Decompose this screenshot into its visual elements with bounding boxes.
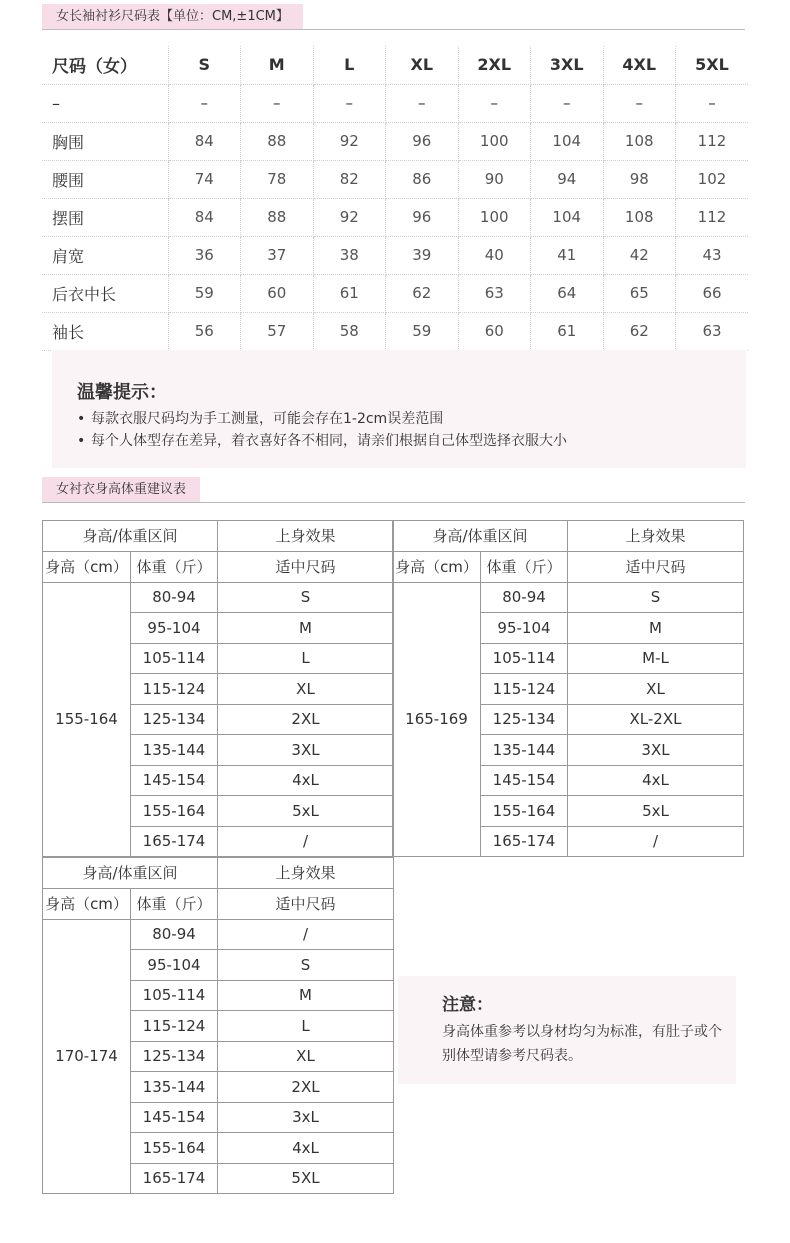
recommended-size-cell: 5xL xyxy=(568,796,744,827)
tips-box xyxy=(52,350,746,468)
recommended-size-cell: 3XL xyxy=(218,735,394,766)
recommended-size-cell: L xyxy=(218,643,394,674)
weight-table-subheader-row xyxy=(43,888,394,919)
size-cell: 57 xyxy=(241,312,314,350)
size-cell: 78 xyxy=(241,160,314,198)
header-effect: 上身效果 xyxy=(218,521,394,552)
tips-item: • 每款衣服尺码均为手工测量，可能会存在1-2cm误差范围 xyxy=(77,411,444,427)
row-label: – xyxy=(42,84,168,122)
size-cell: 41 xyxy=(531,236,604,274)
weight-range-cell: 165-174 xyxy=(481,826,568,857)
size-cell: – xyxy=(241,84,314,122)
row-label: 胸围 xyxy=(42,122,168,160)
weight-range-cell: 105-114 xyxy=(481,643,568,674)
row-label: 后衣中长 xyxy=(42,274,168,312)
recommended-size-cell: 4xL xyxy=(218,1133,394,1164)
height-range-cell: 155-164 xyxy=(43,582,131,857)
row-label: 袖长 xyxy=(42,312,168,350)
size-cell: 3XL xyxy=(531,46,604,84)
size-cell: 60 xyxy=(241,274,314,312)
recommended-size-cell: S xyxy=(218,582,394,613)
size-cell: 59 xyxy=(386,312,459,350)
recommended-size-cell: / xyxy=(568,826,744,857)
recommended-size-cell: M-L xyxy=(568,643,744,674)
weight-range-cell: 115-124 xyxy=(131,1011,218,1042)
size-cell: 74 xyxy=(168,160,241,198)
size-cell: S xyxy=(168,46,241,84)
size-cell: L xyxy=(313,46,386,84)
size-row xyxy=(42,312,748,350)
col-weight: 体重（斤） xyxy=(481,551,568,582)
recommended-size-cell: L xyxy=(218,1011,394,1042)
recommended-size-cell: S xyxy=(218,950,394,981)
tips-item: • 每个人体型存在差异，着衣喜好各不相同，请亲们根据自己体型选择衣服大小 xyxy=(77,433,567,449)
recommended-size-cell: M xyxy=(218,613,394,644)
weight-range-cell: 135-144 xyxy=(131,735,218,766)
size-cell: 100 xyxy=(458,122,531,160)
recommended-size-cell: 4xL xyxy=(568,765,744,796)
weight-range-cell: 145-154 xyxy=(131,1102,218,1133)
size-cell: 108 xyxy=(603,122,676,160)
size-cell: 65 xyxy=(603,274,676,312)
recommended-size-cell: 2XL xyxy=(218,1072,394,1103)
recommended-size-cell: 4xL xyxy=(218,765,394,796)
header-effect: 上身效果 xyxy=(218,858,394,889)
col-height: 身高（cm） xyxy=(393,551,481,582)
weight-table-170-174 xyxy=(42,857,394,1194)
size-row xyxy=(42,198,748,236)
weight-range-cell: 155-164 xyxy=(131,1133,218,1164)
weight-range-cell: 155-164 xyxy=(131,796,218,827)
recommended-size-cell: XL-2XL xyxy=(568,704,744,735)
size-cell: – xyxy=(168,84,241,122)
size-dash-row xyxy=(42,84,748,122)
size-cell: – xyxy=(313,84,386,122)
recommended-size-cell: XL xyxy=(218,674,394,705)
weight-range-cell: 145-154 xyxy=(481,765,568,796)
weight-range-cell: 135-144 xyxy=(481,735,568,766)
recommended-size-cell: / xyxy=(218,826,394,857)
weight-range-cell: 115-124 xyxy=(481,674,568,705)
size-cell: 4XL xyxy=(603,46,676,84)
recommended-size-cell: 5XL xyxy=(218,1163,394,1194)
size-cell: 64 xyxy=(531,274,604,312)
row-label: 尺码（女） xyxy=(42,46,168,84)
size-cell: 84 xyxy=(168,122,241,160)
weight-range-cell: 125-134 xyxy=(131,1041,218,1072)
size-cell: 86 xyxy=(386,160,459,198)
size-cell: 59 xyxy=(168,274,241,312)
size-cell: 38 xyxy=(313,236,386,274)
size-cell: 102 xyxy=(676,160,749,198)
note-title: 注意： xyxy=(442,995,493,1015)
size-row xyxy=(42,274,748,312)
weight-row xyxy=(393,582,744,613)
size-cell: XL xyxy=(386,46,459,84)
header-range: 身高/体重区间 xyxy=(393,521,568,552)
recommended-size-cell: 3xL xyxy=(218,1102,394,1133)
size-cell: 62 xyxy=(386,274,459,312)
size-cell: 42 xyxy=(603,236,676,274)
col-size: 适中尺码 xyxy=(568,551,744,582)
row-label: 摆围 xyxy=(42,198,168,236)
weight-range-cell: 95-104 xyxy=(481,613,568,644)
note-box xyxy=(398,976,736,1084)
recommended-size-cell: M xyxy=(218,980,394,1011)
size-cell: 37 xyxy=(241,236,314,274)
size-cell: 40 xyxy=(458,236,531,274)
weight-table-155-164 xyxy=(42,520,394,857)
col-size: 适中尺码 xyxy=(218,551,394,582)
note-text: 身高体重参考以身材均匀为标准，有肚子或个别体型请参考尺码表。 xyxy=(442,1024,722,1064)
col-size: 适中尺码 xyxy=(218,888,394,919)
size-cell: 63 xyxy=(458,274,531,312)
weight-row xyxy=(43,582,394,613)
recommended-size-cell: / xyxy=(218,919,394,950)
size-cell: 84 xyxy=(168,198,241,236)
header-effect: 上身效果 xyxy=(568,521,744,552)
weight-row xyxy=(43,919,394,950)
header-range: 身高/体重区间 xyxy=(43,521,218,552)
weight-range-cell: 80-94 xyxy=(131,582,218,613)
size-cell: 104 xyxy=(531,198,604,236)
size-cell: 82 xyxy=(313,160,386,198)
height-range-cell: 165-169 xyxy=(393,582,481,857)
weight-range-cell: 145-154 xyxy=(131,765,218,796)
size-cell: 56 xyxy=(168,312,241,350)
size-cell: 43 xyxy=(676,236,749,274)
weight-table-subheader-row xyxy=(393,551,744,582)
size-cell: 88 xyxy=(241,198,314,236)
size-cell: – xyxy=(531,84,604,122)
tips-list xyxy=(77,408,567,452)
height-range-cell: 170-174 xyxy=(43,919,131,1194)
recommended-size-cell: 2XL xyxy=(218,704,394,735)
recommended-size-cell: XL xyxy=(218,1041,394,1072)
weight-table-165-169 xyxy=(392,520,744,857)
weight-range-cell: 95-104 xyxy=(131,950,218,981)
size-cell: 66 xyxy=(676,274,749,312)
size-cell: 100 xyxy=(458,198,531,236)
size-cell: 104 xyxy=(531,122,604,160)
col-height: 身高（cm） xyxy=(43,888,131,919)
recommended-size-cell: M xyxy=(568,613,744,644)
weight-range-cell: 125-134 xyxy=(131,704,218,735)
size-cell: 88 xyxy=(241,122,314,160)
size-cell: 112 xyxy=(676,198,749,236)
size-cell: 63 xyxy=(676,312,749,350)
recommended-size-cell: XL xyxy=(568,674,744,705)
size-cell: 61 xyxy=(531,312,604,350)
weight-range-cell: 135-144 xyxy=(131,1072,218,1103)
weight-range-cell: 165-174 xyxy=(131,1163,218,1194)
size-row xyxy=(42,236,748,274)
col-weight: 体重（斤） xyxy=(131,551,218,582)
size-cell: M xyxy=(241,46,314,84)
recommended-size-cell: 5xL xyxy=(218,796,394,827)
col-weight: 体重（斤） xyxy=(131,888,218,919)
size-row xyxy=(42,122,748,160)
weight-table-subheader-row xyxy=(43,551,394,582)
weight-range-cell: 155-164 xyxy=(481,796,568,827)
weight-range-cell: 105-114 xyxy=(131,980,218,1011)
size-cell: – xyxy=(386,84,459,122)
size-cell: – xyxy=(603,84,676,122)
size-cell: 94 xyxy=(531,160,604,198)
size-cell: 92 xyxy=(313,198,386,236)
size-cell: 108 xyxy=(603,198,676,236)
size-cell: 60 xyxy=(458,312,531,350)
row-label: 腰围 xyxy=(42,160,168,198)
size-cell: 62 xyxy=(603,312,676,350)
weight-table-header-row xyxy=(43,521,394,552)
size-cell: 96 xyxy=(386,198,459,236)
size-cell: 96 xyxy=(386,122,459,160)
size-cell: – xyxy=(458,84,531,122)
size-cell: 5XL xyxy=(676,46,749,84)
col-height: 身高（cm） xyxy=(43,551,131,582)
size-cell: 92 xyxy=(313,122,386,160)
weight-range-cell: 95-104 xyxy=(131,613,218,644)
header-range: 身高/体重区间 xyxy=(43,858,218,889)
weight-range-cell: 80-94 xyxy=(481,582,568,613)
size-cell: 112 xyxy=(676,122,749,160)
weight-range-cell: 125-134 xyxy=(481,704,568,735)
size-cell: 36 xyxy=(168,236,241,274)
size-chart-tag: 女长袖衬衫尺码表【单位：CM,±1CM】 xyxy=(42,4,303,29)
tips-title: 温馨提示： xyxy=(77,382,167,403)
recommended-size-cell: S xyxy=(568,582,744,613)
section-divider xyxy=(42,502,745,503)
weight-range-cell: 105-114 xyxy=(131,643,218,674)
weight-range-cell: 165-174 xyxy=(131,826,218,857)
weight-table-header-row xyxy=(43,858,394,889)
weight-chart-tag: 女衬衣身高体重建议表 xyxy=(42,477,200,502)
size-cell: 58 xyxy=(313,312,386,350)
row-label: 肩宽 xyxy=(42,236,168,274)
weight-table-header-row xyxy=(393,521,744,552)
weight-range-cell: 115-124 xyxy=(131,674,218,705)
size-chart-table xyxy=(42,46,748,351)
size-cell: 98 xyxy=(603,160,676,198)
size-cell: 2XL xyxy=(458,46,531,84)
size-cell: 39 xyxy=(386,236,459,274)
size-row xyxy=(42,160,748,198)
size-header-row xyxy=(42,46,748,84)
size-cell: – xyxy=(676,84,749,122)
size-cell: 90 xyxy=(458,160,531,198)
recommended-size-cell: 3XL xyxy=(568,735,744,766)
size-cell: 61 xyxy=(313,274,386,312)
weight-range-cell: 80-94 xyxy=(131,919,218,950)
section-divider xyxy=(42,29,745,30)
